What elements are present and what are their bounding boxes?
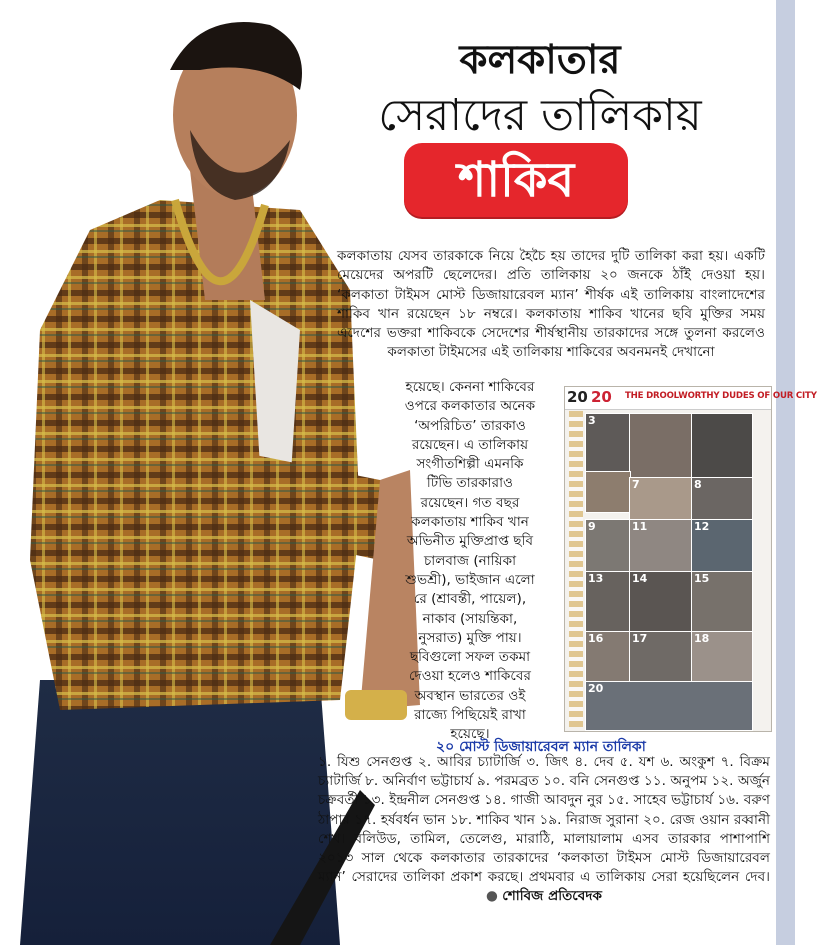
inset-number: 20: [567, 388, 588, 406]
article-line: সংগীতশিল্পী এমনকি: [416, 456, 524, 473]
article-line: ওপরে কলকাতার অনেক: [404, 398, 536, 415]
inset-photo-tile: [629, 477, 693, 521]
article-line: কলকাতা টাইমসের এই তালিকায় শাকিবের অবনমনই দেখানো: [387, 344, 715, 361]
article-line: হয়েছে।: [450, 726, 490, 743]
inset-title: THE DROOLWORTHY DUDES OF OUR CITY: [625, 391, 817, 401]
inset-photo-tile: [691, 631, 753, 683]
tile-number: 13: [588, 572, 604, 585]
tile-number: 9: [588, 520, 596, 533]
inset-header: [565, 387, 817, 410]
list-line: ১. যিশু সেনগুপ্ত ২. আবির চ্যাটার্জি ৩. জিৎ ৪. দেব ৫.: [318, 754, 633, 770]
article-line: টিভি তারকারাও: [426, 475, 514, 492]
page-edge-stripe: [776, 0, 795, 945]
inset-photo-tile: [629, 571, 693, 633]
article-line: চালবাজ (নায়িকা: [423, 552, 517, 569]
list-body: [318, 753, 770, 907]
tile-number: 18: [694, 632, 710, 645]
bullet-icon: ●: [486, 888, 498, 905]
list-line: যশ ৬. অংকুশ ৭. বিক্রম চ্যাটার্জি ৮. অনির্বাণ ভট্টাচার্য: [318, 754, 770, 790]
article-line: দেওয়া হলেও শাকিবের: [409, 668, 531, 685]
inset-photo-tile: [585, 631, 631, 683]
inset-photo-tile: [629, 413, 693, 479]
article-line: রাজ্যে পিছিয়েই রাখা: [414, 707, 526, 724]
inset-photo-tile: [585, 471, 631, 513]
article-line: কলকাতায় শাকিব খানের ছবি মুক্তির সময় এদেশের ভক্তরা: [337, 305, 765, 342]
article-line: রয়েছেন। এ তালিকায়: [411, 436, 529, 453]
tile-number: 11: [632, 520, 648, 533]
tile-number: 17: [632, 632, 648, 645]
article-line: কলকাতায় যেসব তারকাকে নিয়ে হৈচৈ হয় তাদের দুটি তালিকা করা: [337, 248, 703, 264]
article-line: নাকাব (সায়ন্তিকা,: [422, 610, 518, 627]
article-line: রে (শ্রাবন্তী, পায়েল),: [413, 591, 527, 608]
inset-photo-tile: [691, 413, 753, 479]
article-line: অবস্থান ভারতের ওই: [414, 687, 526, 704]
list-line: সাহেব ভট্টাচার্য ১৬. বরুণ ঠাপার ১৭. হর্ষবর্ধন ভান ১৮. শাকিব: [318, 792, 770, 828]
tile-number: 20: [588, 682, 604, 695]
article-line: ঠাঁই দেওয়া হয়। ‘কলকাতা টাইমস মোস্ট ডিজায়ারেবল ম্যান’ শীর্ষক: [337, 267, 765, 303]
tile-number: 14: [632, 572, 648, 585]
inset-photo-tile: [629, 631, 693, 683]
article-line: ‘অপরিচিত’ তারকাও: [414, 417, 526, 434]
tile-number: 15: [694, 572, 710, 585]
headline-line-2: সেরাদের তালিকায়: [378, 90, 702, 141]
list-line: খান ১৯. নিরাজ সুরানা ২০. রেজ ওয়ান রব্বানী শেখ। বলিউড,: [318, 811, 770, 847]
tile-number: 7: [632, 478, 640, 491]
headline-name-badge: শাকিব: [404, 143, 628, 217]
inset-photo-tile: [691, 519, 753, 573]
tile-number: 8: [694, 478, 702, 491]
inset-photo-tile: [691, 477, 753, 521]
tile-number: 16: [588, 632, 604, 645]
inset-photo-tile: [629, 519, 693, 573]
magazine-inset-image: [564, 386, 817, 732]
inset-sidebar-list: [569, 411, 583, 727]
tile-number: 12: [694, 520, 710, 533]
inset-photo-tile: [585, 681, 753, 731]
inset-photo-tile: [585, 571, 631, 633]
article-line: হয়। একটি মেয়েদের অপরটি ছেলেদের। প্রতি তালিকায় ২০ জনকে: [337, 248, 765, 284]
inset-photo-tile: [585, 413, 631, 473]
list-line: তামিল, তেলেগু, মারাঠি, মালায়ালাম এসব তারকার পাশাপাশি ২০১৩: [318, 830, 770, 867]
article-line: নুসরাত) মুক্তি পায়।: [418, 629, 522, 646]
article-line: রয়েছেন। গত বছর: [420, 494, 520, 511]
article-line: শুভশ্রী), ভাইজান এলো: [405, 571, 535, 588]
article-line: অভিনীত মুক্তিপ্রাপ্ত ছবি: [406, 533, 534, 550]
list-title: ২০ মোস্ট ডিজায়ারেবল ম্যান তালিকা: [436, 739, 646, 755]
article-line: ছবিগুলো সফল তকমা: [409, 649, 531, 666]
byline: শোবিজ প্রতিবেদক: [502, 888, 602, 905]
list-line: চক্রবর্তী ১৩. ইন্দ্রনীল সেনগুপ্ত ১৪. গাজী আবদুন নুর ১৫.: [318, 792, 630, 809]
inset-photo-tile: [585, 519, 631, 573]
article-line: কলকাতায় শাকিব খান: [411, 514, 529, 531]
headline-line-1: কলকাতার: [459, 37, 621, 83]
article-line: শাকিবকে সেদেশের শীর্ষস্থানীয় তারকাদের সঙ্গে তুলনা করলেও: [427, 325, 765, 342]
article-intro: [337, 247, 765, 363]
list-line: ৯. পরমব্রত ১০. বনি সেনগুপ্ত ১১. অনুপম ১২. অর্জুন: [476, 773, 771, 790]
inset-photo-tile: [691, 571, 753, 633]
inset-number-large: 20: [591, 388, 612, 406]
list-line: হয়েছিলেন দেব।: [682, 869, 770, 886]
list-line: ম্যান’ সেরাদের তালিকা প্রকাশ করছে। প্রথমবার এ তালিকায় সেরা: [318, 869, 678, 886]
article-line: এই তালিকায় বাংলাদেশের শাকিব খান রয়েছেন ১৮ নম্বরে।: [337, 286, 765, 322]
tile-number: 3: [588, 414, 596, 427]
article-column: [384, 378, 556, 745]
article-line: হয়েছে। কেননা শাকিবের: [405, 379, 535, 395]
list-line: সাল থেকে কলকাতার তারকাদের ‘কলকাতা টাইমস মোস্ট ডিজায়ারেবল: [361, 850, 770, 867]
